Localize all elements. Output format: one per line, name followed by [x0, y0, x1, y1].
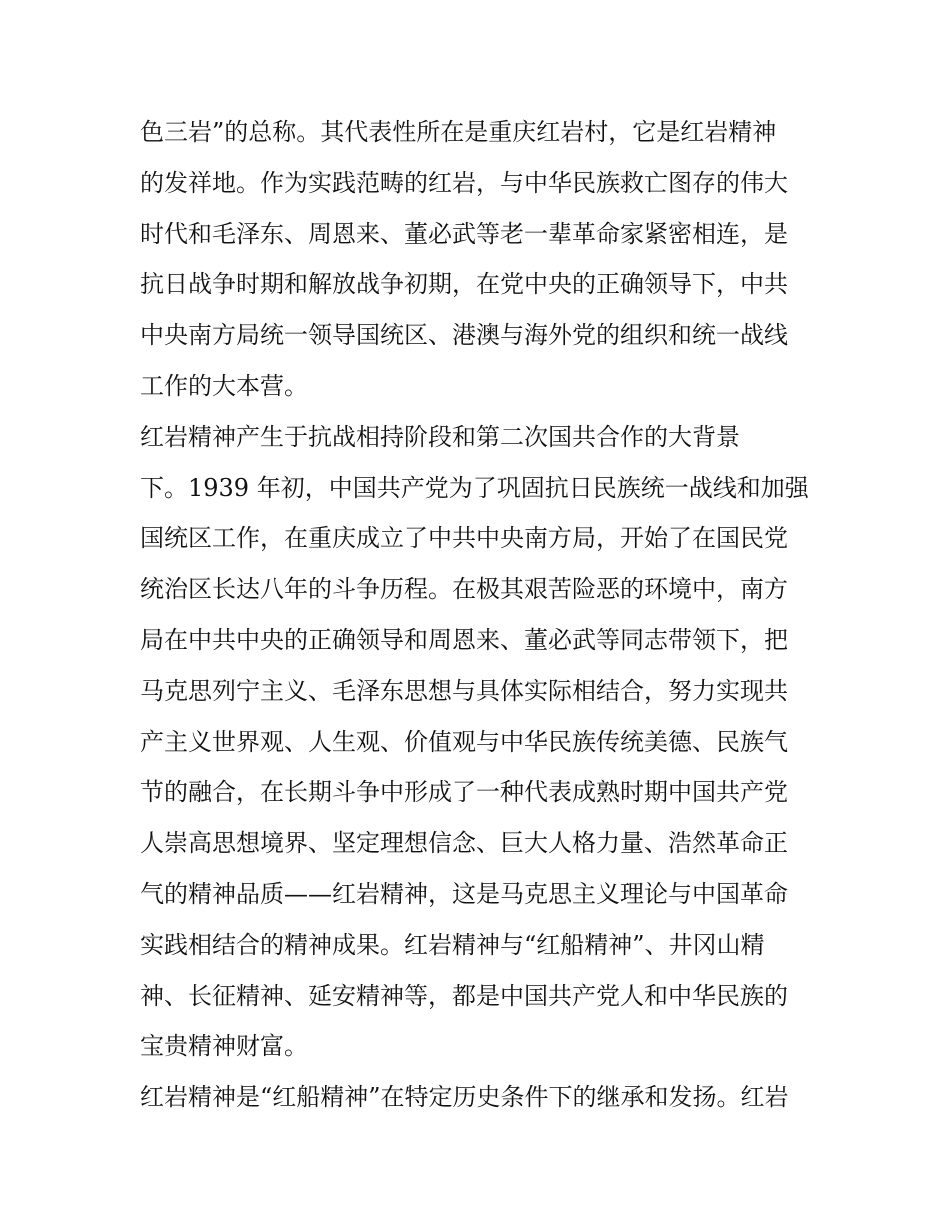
text-line: 局在中共中央的正确领导和周恩来、董必武等同志带领下，把 [140, 625, 788, 654]
text-line: 神、长征精神、延安精神等，都是中国共产党人和中华民族的 [140, 981, 788, 1010]
text-line: 中央南方局统一领导国统区、港澳与海外党的组织和统一战线 [140, 321, 788, 350]
text-line: 气的精神品质——红岩精神，这是马克思主义理论与中国革命 [140, 879, 788, 908]
text-line: 时代和毛泽东、周恩来、董必武等老一辈革命家紧密相连，是 [140, 219, 788, 248]
text-line: 的发祥地。作为实践范畴的红岩，与中华民族救亡图存的伟大 [140, 168, 788, 197]
text-line: 红岩精神是“红船精神”在特定历史条件下的继承和发扬。红岩 [140, 1083, 789, 1112]
text-line: 宝贵精神财富。 [140, 1032, 308, 1061]
text-line: 红岩精神产生于抗战相持阶段和第二次国共合作的大背景 [140, 422, 740, 451]
body-text [140, 107, 830, 1123]
paragraph-2 [140, 412, 830, 1072]
text-line: 马克思列宁主义、毛泽东思想与具体实际相结合，努力实现共 [140, 676, 788, 705]
text-line: 工作的大本营。 [140, 371, 308, 400]
text-line: 节的融合，在长期斗争中形成了一种代表成熟时期中国共产党 [140, 778, 788, 807]
text-line: 产主义世界观、人生观、价值观与中华民族传统美德、民族气 [140, 727, 788, 756]
text-line: 下。1939 年初，中国共产党为了巩固抗日民族统一战线和加强 [140, 473, 809, 502]
text-line: 色三岩”的总称。其代表性所在是重庆红岩村，它是红岩精神 [140, 118, 777, 146]
text-line: 实践相结合的精神成果。红岩精神与“红船精神”、井冈山精 [140, 930, 765, 959]
text-line: 国统区工作，在重庆成立了中共中央南方局，开始了在国民党 [140, 524, 788, 553]
paragraph-3 [140, 1072, 830, 1123]
text-line: 人崇高思想境界、坚定理想信念、巨大人格力量、浩然革命正 [140, 829, 788, 858]
text-line: 抗日战争时期和解放战争初期，在党中央的正确领导下，中共 [140, 270, 788, 299]
paragraph-1 [140, 107, 830, 412]
text-line: 统治区长达八年的斗争历程。在极其艰苦险恶的环境中，南方 [140, 575, 788, 604]
